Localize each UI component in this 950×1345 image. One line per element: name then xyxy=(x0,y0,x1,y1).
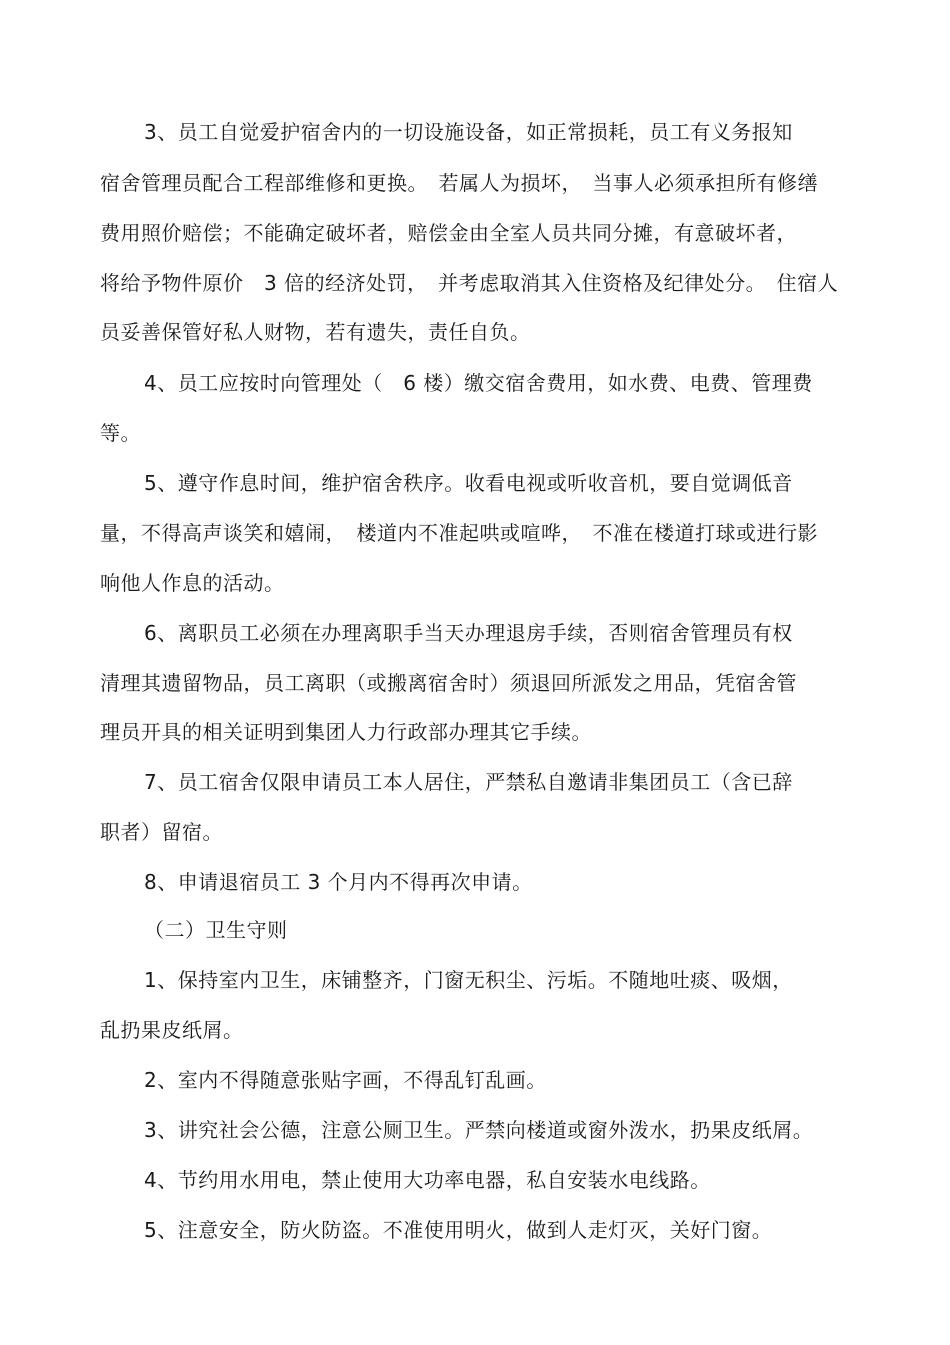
hygiene-item-2: 2、室内不得随意张贴字画，不得乱钉乱画。 xyxy=(144,1068,547,1092)
section-heading-hygiene: （二）卫生守则 xyxy=(144,918,288,942)
paragraph-6-line-2: 清理其遗留物品，员工离职（或搬离宿舍时）须退回所派发之用品，凭宿舍管 xyxy=(100,671,797,695)
paragraph-6-line-1: 6、离职员工必须在办理离职手当天办理退房手续，否则宿舍管理员有权 xyxy=(144,621,793,645)
paragraph-3-line-1: 3、员工自觉爱护宿舍内的一切设施设备，如正常损耗，员工有义务报知 xyxy=(144,120,793,144)
hygiene-item-1-line-2: 乱扔果皮纸屑。 xyxy=(100,1018,244,1042)
paragraph-4-line-2: 等。 xyxy=(100,421,141,445)
paragraph-8-line-1: 8、申请退宿员工 3 个月内不得再次申请。 xyxy=(144,870,533,894)
paragraph-5-line-1: 5、遵守作息时间，维护宿舍秩序。收看电视或听收音机，要自觉调低音 xyxy=(144,471,793,495)
paragraph-7-line-2: 职者）留宿。 xyxy=(100,820,223,844)
hygiene-item-1-line-1: 1、保持室内卫生，床铺整齐，门窗无积尘、污垢。不随地吐痰、吸烟， xyxy=(144,968,793,992)
paragraph-7-line-1: 7、员工宿舍仅限申请员工本人居住，严禁私自邀请非集团员工（含已辞 xyxy=(144,770,793,794)
paragraph-3-line-5: 员妥善保管好私人财物，若有遗失，责任自负。 xyxy=(100,320,531,344)
hygiene-item-4: 4、节约用水用电，禁止使用大功率电器，私自安装水电线路。 xyxy=(144,1168,711,1192)
hygiene-item-5: 5、注意安全，防火防盗。不准使用明火，做到人走灯灭，关好门窗。 xyxy=(144,1218,773,1242)
paragraph-3-line-2: 宿舍管理员配合工程部维修和更换。 若属人为损坏， 当事人必须承担所有修缮 xyxy=(100,171,818,195)
paragraph-5-line-2: 量，不得高声谈笑和嬉闹， 楼道内不准起哄或喧哗， 不准在楼道打球或进行影 xyxy=(100,521,818,545)
paragraph-3-line-3: 费用照价赔偿；不能确定破坏者，赔偿金由全室人员共同分摊，有意破坏者， xyxy=(100,221,797,245)
paragraph-6-line-3: 理员开具的相关证明到集团人力行政部办理其它手续。 xyxy=(100,720,592,744)
paragraph-3-line-4: 将给予物件原价 3 倍的经济处罚， 并考虑取消其入住资格及纪律处分。 住宿人 xyxy=(100,271,839,295)
paragraph-5-line-3: 响他人作息的活动。 xyxy=(100,571,285,595)
hygiene-item-3: 3、讲究社会公德，注意公厕卫生。严禁向楼道或窗外泼水，扔果皮纸屑。 xyxy=(144,1118,814,1142)
paragraph-4-line-1: 4、员工应按时向管理处（ 6 楼）缴交宿舍费用，如水费、电费、管理费 xyxy=(144,371,813,395)
